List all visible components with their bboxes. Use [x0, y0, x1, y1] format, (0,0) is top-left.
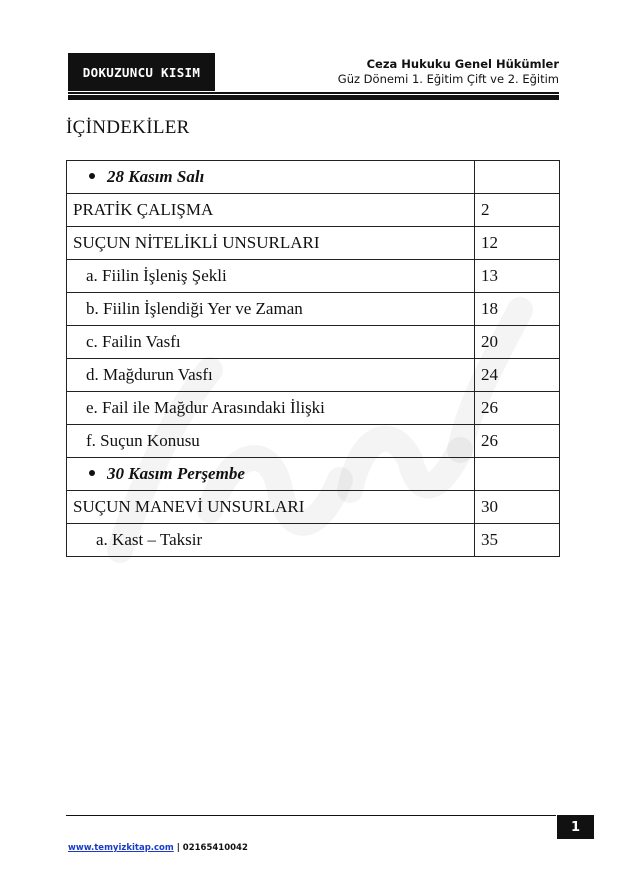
- footer-rule: [66, 815, 556, 816]
- bullet-icon: [89, 470, 95, 476]
- toc-row: [67, 392, 560, 425]
- header-title-block: [338, 57, 559, 87]
- page-number: 1: [557, 815, 594, 839]
- header-rule-thin: [68, 92, 559, 94]
- footer-separator: |: [176, 843, 180, 853]
- toc-entry-label: SUÇUN NİTELİKLİ UNSURLARI: [73, 233, 320, 252]
- toc-entry: [67, 359, 475, 392]
- toc-entry-label: a. Fiilin İşleniş Şekli: [86, 266, 227, 285]
- toc-entry-label: a. Kast – Taksir: [96, 530, 203, 549]
- toc-page-number: 30: [475, 491, 560, 524]
- toc-entry-label: c. Failin Vasfı: [86, 332, 181, 351]
- toc-entry: [67, 260, 475, 293]
- toc-entry: [67, 425, 475, 458]
- toc-entry-label: f. Suçun Konusu: [86, 431, 200, 450]
- header-rule-thick: [68, 95, 559, 100]
- toc-row: [67, 326, 560, 359]
- toc-page-number: 13: [475, 260, 560, 293]
- toc-row: [67, 194, 560, 227]
- website-link[interactable]: www.temyizkitap.com: [68, 843, 174, 853]
- section-label: DOKUZUNCU KISIM: [68, 53, 215, 91]
- toc-entry-label: e. Fail ile Mağdur Arasındaki İlişki: [86, 398, 325, 417]
- toc-entry-label: d. Mağdurun Vasfı: [86, 365, 213, 384]
- toc-row: [67, 458, 560, 491]
- toc-row: [67, 425, 560, 458]
- course-subtitle: Güz Dönemi 1. Eğitim Çift ve 2. Eğitim: [337, 72, 559, 86]
- toc-page-number: 2: [475, 194, 560, 227]
- toc-heading: İÇİNDEKİLER: [66, 117, 190, 138]
- toc-row: [67, 260, 560, 293]
- toc-entry-label: SUÇUN MANEVİ UNSURLARI: [73, 497, 305, 516]
- toc-entry: [67, 392, 475, 425]
- course-title: Ceza Hukuku Genel Hükümler: [366, 57, 559, 71]
- toc-page-number: 18: [475, 293, 560, 326]
- toc-page-number: 24: [475, 359, 560, 392]
- toc-entry: [67, 326, 475, 359]
- toc-page-number: 26: [475, 425, 560, 458]
- toc-entry: [67, 491, 475, 524]
- toc-page-number: 20: [475, 326, 560, 359]
- toc-page-number: 26: [475, 392, 560, 425]
- toc-entry-label: 30 Kasım Perşembe: [107, 464, 245, 483]
- toc-entry: [67, 524, 475, 557]
- phone-number: 02165410042: [182, 843, 248, 853]
- toc-entry-label: PRATİK ÇALIŞMA: [73, 200, 214, 219]
- toc-page-number: [475, 161, 560, 194]
- toc-page-number: 12: [475, 227, 560, 260]
- toc-entry: [67, 161, 475, 194]
- toc-page-number: [475, 458, 560, 491]
- toc-page-number: 35: [475, 524, 560, 557]
- toc-row: [67, 293, 560, 326]
- toc-row: [67, 161, 560, 194]
- toc-entry-label: 28 Kasım Salı: [107, 167, 205, 186]
- toc-row: [67, 359, 560, 392]
- toc-row: [67, 491, 560, 524]
- footer-contact: [68, 843, 248, 853]
- toc-entry-label: b. Fiilin İşlendiği Yer ve Zaman: [86, 299, 303, 318]
- toc-row: [67, 524, 560, 557]
- toc-entry: [67, 458, 475, 491]
- toc-row: [67, 227, 560, 260]
- toc-entry: [67, 293, 475, 326]
- toc-table: [66, 160, 560, 557]
- toc-entry: [67, 194, 475, 227]
- toc-entry: [67, 227, 475, 260]
- bullet-icon: [89, 173, 95, 179]
